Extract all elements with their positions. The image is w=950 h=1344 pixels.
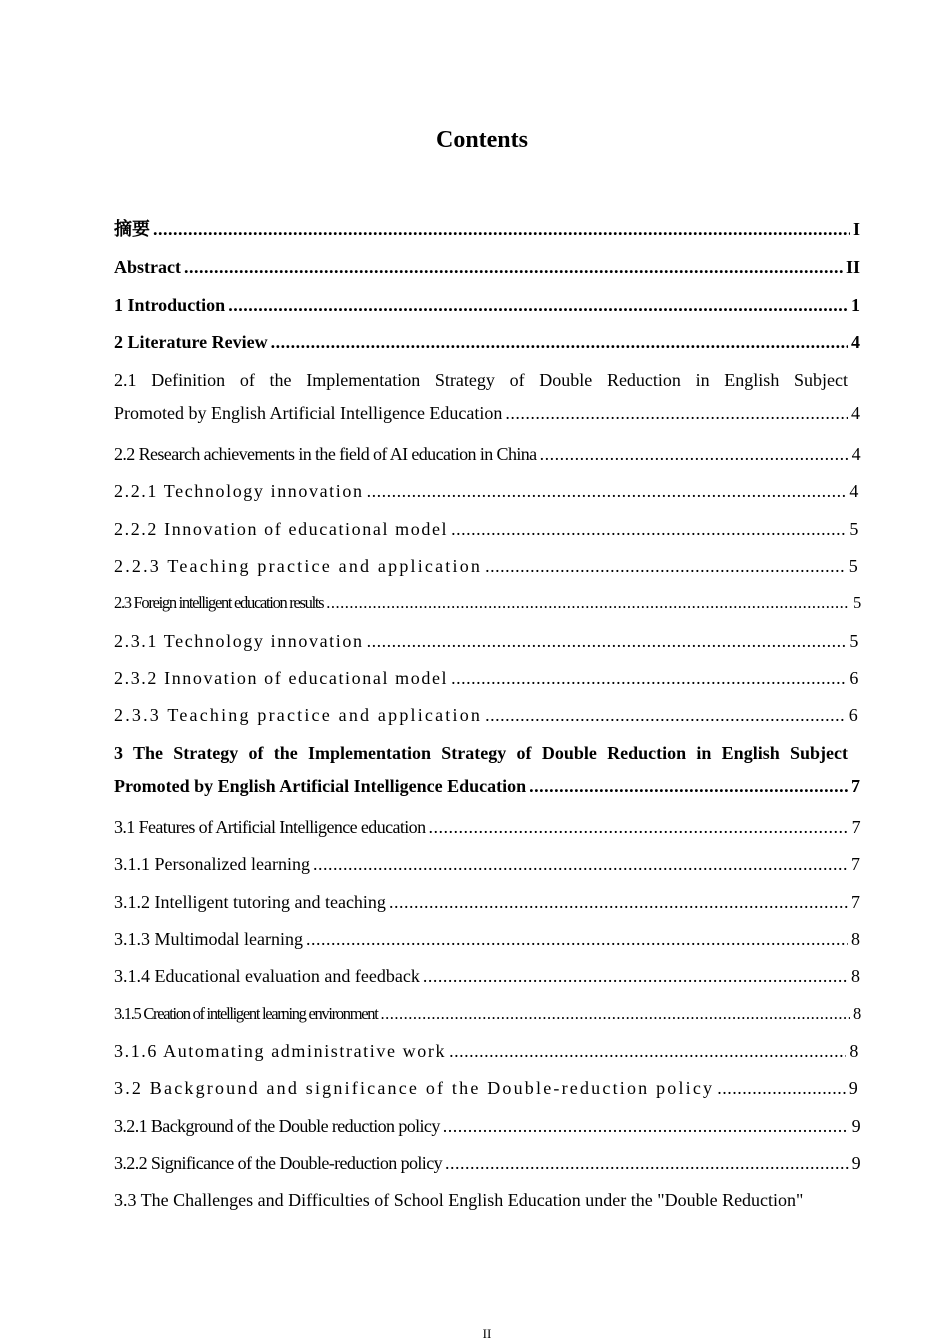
toc-entry[interactable] — [114, 774, 860, 798]
toc-entry-page: 4 — [849, 481, 860, 501]
toc-entry-page: 4 — [851, 444, 860, 464]
toc-entry[interactable] — [114, 1076, 860, 1100]
toc-entry-page: 6 — [849, 668, 860, 688]
dot-leader — [389, 890, 848, 914]
toc-entry-label: 3.1.1 Personalized learning — [114, 854, 310, 874]
toc-entry-label: Abstract — [114, 257, 181, 277]
toc-entry-label[interactable]: 3.3 The Challenges and Difficulties of School English Education under the "Double Reduction" — [114, 1190, 804, 1210]
toc-entry-label: 2.2.1 Technology innovation — [114, 481, 364, 501]
toc-entry[interactable] — [114, 293, 860, 317]
toc-entry-page: 7 — [851, 776, 860, 796]
toc-entry-label: 3.1.4 Educational evaluation and feedback — [114, 966, 420, 986]
dot-leader — [445, 1151, 849, 1175]
dot-leader — [381, 1002, 851, 1026]
toc-entry[interactable] — [114, 330, 860, 354]
toc-entry-page: 1 — [851, 295, 860, 315]
toc-entry-label: 2 Literature Review — [114, 332, 268, 352]
toc-entry-label-line2: Promoted by English Artificial Intelligence Education — [114, 776, 527, 796]
dot-leader — [367, 479, 847, 503]
toc-entry[interactable] — [114, 815, 860, 839]
toc-entry[interactable] — [114, 1002, 860, 1026]
dot-leader — [326, 591, 850, 615]
toc-entry[interactable] — [114, 1039, 860, 1063]
toc-entry-page: II — [845, 257, 860, 277]
dot-leader — [485, 703, 846, 727]
toc-entry-page: I — [852, 219, 860, 239]
toc-entry[interactable] — [114, 1114, 860, 1138]
toc-entry-page: 9 — [851, 1153, 860, 1173]
toc-entry-label: 2.3 Foreign intelligent education results — [114, 593, 324, 612]
dot-leader — [451, 666, 846, 690]
toc-entry-label: 2.3.3 Teaching practice and application — [114, 705, 483, 725]
toc-entry-label: 2.3.2 Innovation of educational model — [114, 668, 449, 688]
toc-entry-page: 6 — [848, 705, 860, 725]
toc-entry[interactable] — [114, 890, 860, 914]
dot-leader — [423, 964, 848, 988]
toc-entry-label: 2.2.2 Innovation of educational model — [114, 519, 449, 539]
toc-entry-label: 2.2 Research achievements in the field of AI education in China — [114, 444, 537, 464]
toc-entry[interactable] — [114, 964, 860, 988]
dot-leader — [451, 517, 846, 541]
toc-entry-label: 2.3.1 Technology innovation — [114, 631, 364, 651]
toc-entry[interactable] — [114, 554, 860, 578]
dot-leader — [485, 554, 846, 578]
toc-entry-page: 8 — [853, 1004, 860, 1023]
dot-leader — [529, 774, 848, 798]
dot-leader — [313, 852, 848, 876]
dot-leader — [717, 1076, 846, 1100]
toc-entry-page: 9 — [851, 1116, 860, 1136]
toc-entry-label: 3.2.1 Background of the Double reduction policy — [114, 1116, 440, 1136]
toc-entry-label: 3.1.6 Automating administrative work — [114, 1041, 447, 1061]
toc-entry-page: 8 — [851, 966, 860, 986]
toc-entry[interactable] — [114, 401, 860, 425]
toc-entry[interactable] — [114, 591, 860, 615]
toc-entry-page: 7 — [851, 892, 860, 912]
toc-entry-label: 2.2.3 Teaching practice and application — [114, 556, 483, 576]
dot-leader — [306, 927, 848, 951]
toc-entry[interactable] — [114, 442, 860, 466]
toc-entry-page: 5 — [849, 519, 860, 539]
page-title: Contents — [435, 127, 528, 153]
toc-entry-label: 3.1.2 Intelligent tutoring and teaching — [114, 892, 386, 912]
dot-leader — [153, 217, 850, 241]
toc-entry-page: 4 — [851, 332, 860, 352]
toc-entry-label: 3.2.2 Significance of the Double-reduction policy — [114, 1153, 442, 1173]
toc-entry[interactable] — [114, 255, 860, 279]
toc-entry-label: 3.1.5 Creation of intelligent learning environment — [114, 1004, 378, 1023]
toc-entry[interactable] — [114, 517, 860, 541]
toc-entry-page: 8 — [851, 929, 860, 949]
toc-entry-label-line2: Promoted by English Artificial Intelligence Education — [114, 403, 503, 423]
dot-leader — [367, 629, 847, 653]
dot-leader — [443, 1114, 849, 1138]
page-number: II — [482, 1326, 492, 1341]
toc-entry-page: 4 — [851, 403, 860, 423]
toc-entry[interactable] — [114, 217, 860, 241]
toc-entry-label: 3.1 Features of Artificial Intelligence education — [114, 817, 426, 837]
toc-entry-label: 摘要 — [114, 219, 150, 239]
toc-entry[interactable] — [114, 666, 860, 690]
toc-entry-page: 5 — [853, 593, 860, 612]
toc-entry-label: 3.2 Background and significance of the Double-reduction policy — [114, 1078, 715, 1098]
toc-entry-label: 1 Introduction — [114, 295, 226, 315]
dot-leader — [428, 815, 848, 839]
toc-entry-page: 9 — [848, 1078, 860, 1098]
dot-leader — [228, 293, 848, 317]
toc-entry[interactable] — [114, 479, 860, 503]
toc-entry[interactable] — [114, 927, 860, 951]
toc-entry[interactable] — [114, 1151, 860, 1175]
toc-entry-label-line1[interactable]: 2.1 Definition of the Implementation Strategy of Double Reduction in English Subject — [114, 370, 848, 390]
toc-entry-label-line1[interactable]: 3 The Strategy of the Implementation Strategy of Double Reduction in English Subject — [114, 743, 848, 763]
toc-entry-page: 7 — [851, 854, 860, 874]
toc-entry[interactable] — [114, 629, 860, 653]
toc-entry-page: 5 — [848, 556, 860, 576]
toc-entry-label: 3.1.3 Multimodal learning — [114, 929, 303, 949]
dot-leader — [540, 442, 849, 466]
toc-entry-page: 8 — [849, 1041, 860, 1061]
dot-leader — [505, 401, 848, 425]
toc-entry[interactable] — [114, 852, 860, 876]
dot-leader — [271, 330, 848, 354]
dot-leader — [184, 255, 843, 279]
toc-entry-page: 5 — [849, 631, 860, 651]
toc-entry[interactable] — [114, 703, 860, 727]
toc-entry-page: 7 — [851, 817, 860, 837]
dot-leader — [449, 1039, 846, 1063]
